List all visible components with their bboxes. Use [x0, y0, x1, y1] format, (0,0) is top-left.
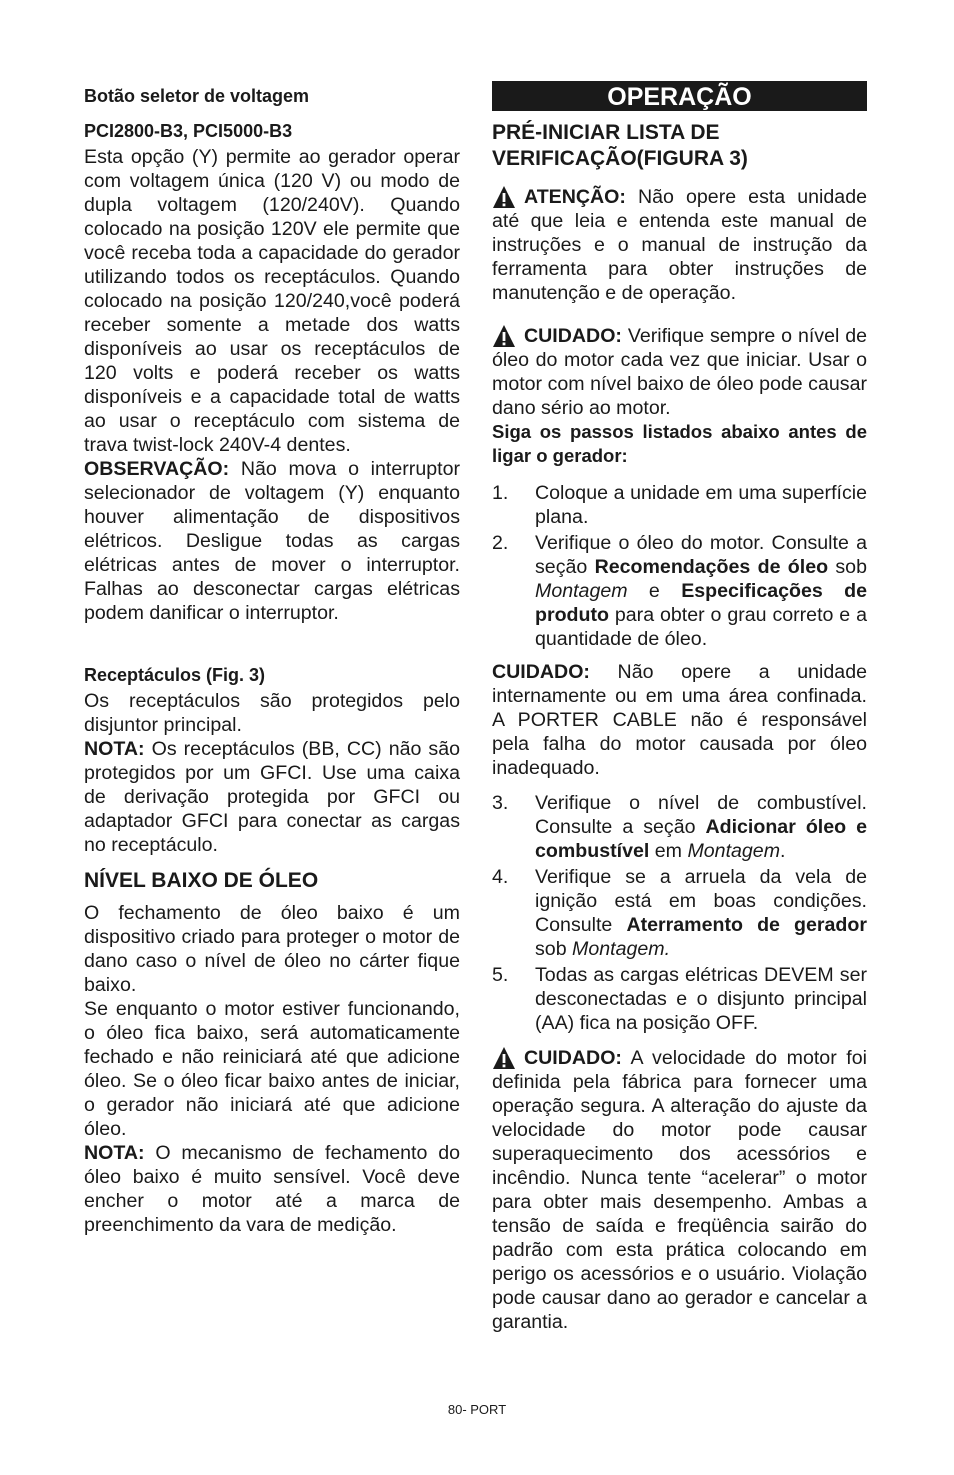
- step-text: Verifique o nível de combustível. Consulte a seção: [535, 792, 867, 838]
- steps-intro: Siga os passos listados abaixo antes de ligar o gerador:: [492, 421, 867, 466]
- caution2-paragraph: [492, 660, 867, 780]
- caution2-label: CUIDADO:: [492, 661, 590, 683]
- step-text: Verifique se a arruela da vela de ignição está em boas condições. Consulte: [535, 866, 867, 936]
- steps-list-2: [492, 791, 867, 1035]
- caution3-paragraph: [492, 1046, 867, 1334]
- step-text: Todas as cargas elétricas DEVEM ser desconectadas e o disjunto principal (AA) fica na posição OFF.: [535, 964, 867, 1034]
- step-2: [492, 531, 867, 651]
- low-oil-paragraph-1: O fechamento de óleo baixo é um dispositivo criado para proteger o motor de dano caso o nível de óleo no cárter fique baixo.: [84, 902, 460, 996]
- note2-label: NOTA:: [84, 1142, 145, 1164]
- caution3-text: A velocidade do motor foi definida pela fábrica para fornecer uma operação segura. A alteração do ajuste da velocidade do motor pode causar superaquecimento dos acessórios e incêndio. Nunca tente “acelerar” o motor para obter mais desempenho. Ambas a tensão de saída e freqüência sairão do padrão com esta prática colocando em perigo os acessórios e o usuário. Violação pode causar dano ao gerador e cancelar a garantia.: [492, 1047, 867, 1333]
- models-heading: PCI2800-B3, PCI5000-B3: [84, 121, 293, 141]
- step-text: .: [780, 840, 786, 862]
- caution1-text: Verifique sempre o nível de óleo do motor cada vez que iniciar. Usar o motor com nível baixo de óleo pode causar dano sério ao motor.: [492, 325, 867, 419]
- step-ref-bold: Adicionar óleo e combustível: [535, 816, 867, 862]
- step-3: [492, 791, 867, 863]
- step-text: em: [649, 840, 688, 862]
- observation-label: OBSERVAÇÃO:: [84, 458, 230, 480]
- step-text: e: [627, 580, 682, 602]
- low-oil-block: [84, 901, 460, 1237]
- operation-banner: OPERAÇÃO: [492, 81, 867, 111]
- step-4: [492, 865, 867, 961]
- step-number: 5.: [492, 964, 509, 986]
- voltage-paragraph-block: [84, 145, 460, 625]
- step-text: Verifique o óleo do motor. Consulte a seção: [535, 532, 867, 578]
- caution2-block: [492, 660, 867, 780]
- caution1-paragraph: [492, 324, 867, 420]
- voltage-selector-heading: Botão seletor de voltagem: [84, 86, 310, 106]
- attention-block: [492, 185, 867, 305]
- attention-label: ATENÇÃO:: [524, 186, 626, 208]
- voltage-paragraph: Esta opção (Y) permite ao gerador operar com voltagem única (120 V) ou modo de dupla voltagem (120/240V). Quando colocado na posição 120V ele permite que você receba toda a capacidade do gerador utilizando todos os receptáculos. Quando colocado na posição 120/240,você poderá receber somente a metade dos watts disponíveis ao usar os receptáculos de 120 volts e poderá receber os watts disponíveis e a capacidade total de watts ao usar o receptáculo com sistema de trava twist-lock 240V-4 dentes.: [84, 146, 460, 456]
- step-number: 1.: [492, 482, 509, 504]
- note1-label: NOTA:: [84, 738, 145, 760]
- step-ref-bold: Especificações de produto: [535, 580, 867, 626]
- step-5: [492, 963, 867, 1035]
- receptacles-block: [84, 689, 460, 857]
- low-oil-paragraph-2: Se enquanto o motor estiver funcionando, o óleo fica baixo, será automaticamente fechado e não reiniciará até que adicione óleo. Se o óleo ficar baixo antes de iniciar, o gerador não iniciará até que adicione óleo.: [84, 998, 460, 1140]
- caution3-block: [492, 1046, 867, 1334]
- note2-paragraph: [84, 1141, 460, 1237]
- warning-triangle-icon: [492, 1046, 516, 1070]
- page-number: 80- PORT: [447, 1402, 507, 1417]
- low-oil-heading: NÍVEL BAIXO DE ÓLEO: [84, 869, 319, 892]
- attention-text: Não opere esta unidade até que leia e entenda este manual de instruções e o manual de instrução da ferramenta para obter instruções de manutenção e de operação.: [492, 186, 867, 304]
- step-ref-bold: Aterramento de gerador: [626, 914, 867, 936]
- observation-text: Não mova o interruptor selecionador de voltagem (Y) enquanto houver alimentação de dispositivos elétricos. Desligue todas as cargas elétricas antes de mover o interruptor. Falhas ao desconectar cargas elétricas podem danificar o interruptor.: [84, 458, 460, 624]
- step-text: sob: [535, 938, 573, 960]
- steps-list-1: [492, 481, 867, 651]
- step-ref-italic: Montagem.: [572, 938, 671, 960]
- caution1-label: CUIDADO:: [524, 325, 622, 347]
- observation-paragraph: [84, 457, 460, 625]
- caution3-label: CUIDADO:: [524, 1047, 622, 1069]
- note2-text: O mecanismo de fechamento do óleo baixo é muito sensível. Você deve encher o motor até a marca de preenchimento da vara de medição.: [84, 1142, 460, 1236]
- caution1-block: [492, 324, 867, 468]
- attention-paragraph: [492, 185, 867, 305]
- step-ref-bold: Recomendações de óleo: [594, 556, 829, 578]
- step-ref-italic: Montagem: [687, 840, 781, 862]
- step-text: sob: [828, 556, 867, 578]
- warning-triangle-icon: [492, 185, 516, 209]
- step-text: para obter o grau correto e a quantidade de óleo.: [535, 604, 867, 650]
- step-text: Coloque a unidade em uma superfície plana.: [535, 482, 867, 528]
- receptacles-paragraph: Os receptáculos são protegidos pelo disjuntor principal.: [84, 690, 460, 736]
- step-number: 4.: [492, 866, 509, 888]
- step-number: 3.: [492, 792, 509, 814]
- checklist-heading: PRÉ-INICIAR LISTA DE VERIFICAÇÃO(FIGURA 3): [492, 121, 748, 170]
- caution2-text: Não opere a unidade internamente ou em uma área confinada. A PORTER CABLE não é responsável pela falha do motor causada por óleo inadequado.: [492, 661, 867, 779]
- step-1: [492, 481, 867, 529]
- note1-text: Os receptáculos (BB, CC) não são protegidos por um GFCI. Use uma caixa de derivação protegida por GFCI ou adaptador GFCI para conectar as cargas no receptáculo.: [84, 738, 460, 856]
- note1-paragraph: [84, 737, 460, 857]
- receptacles-heading: Receptáculos (Fig. 3): [84, 665, 266, 685]
- step-ref-italic: Montagem: [535, 580, 628, 602]
- warning-triangle-icon: [492, 324, 516, 348]
- step-number: 2.: [492, 532, 509, 554]
